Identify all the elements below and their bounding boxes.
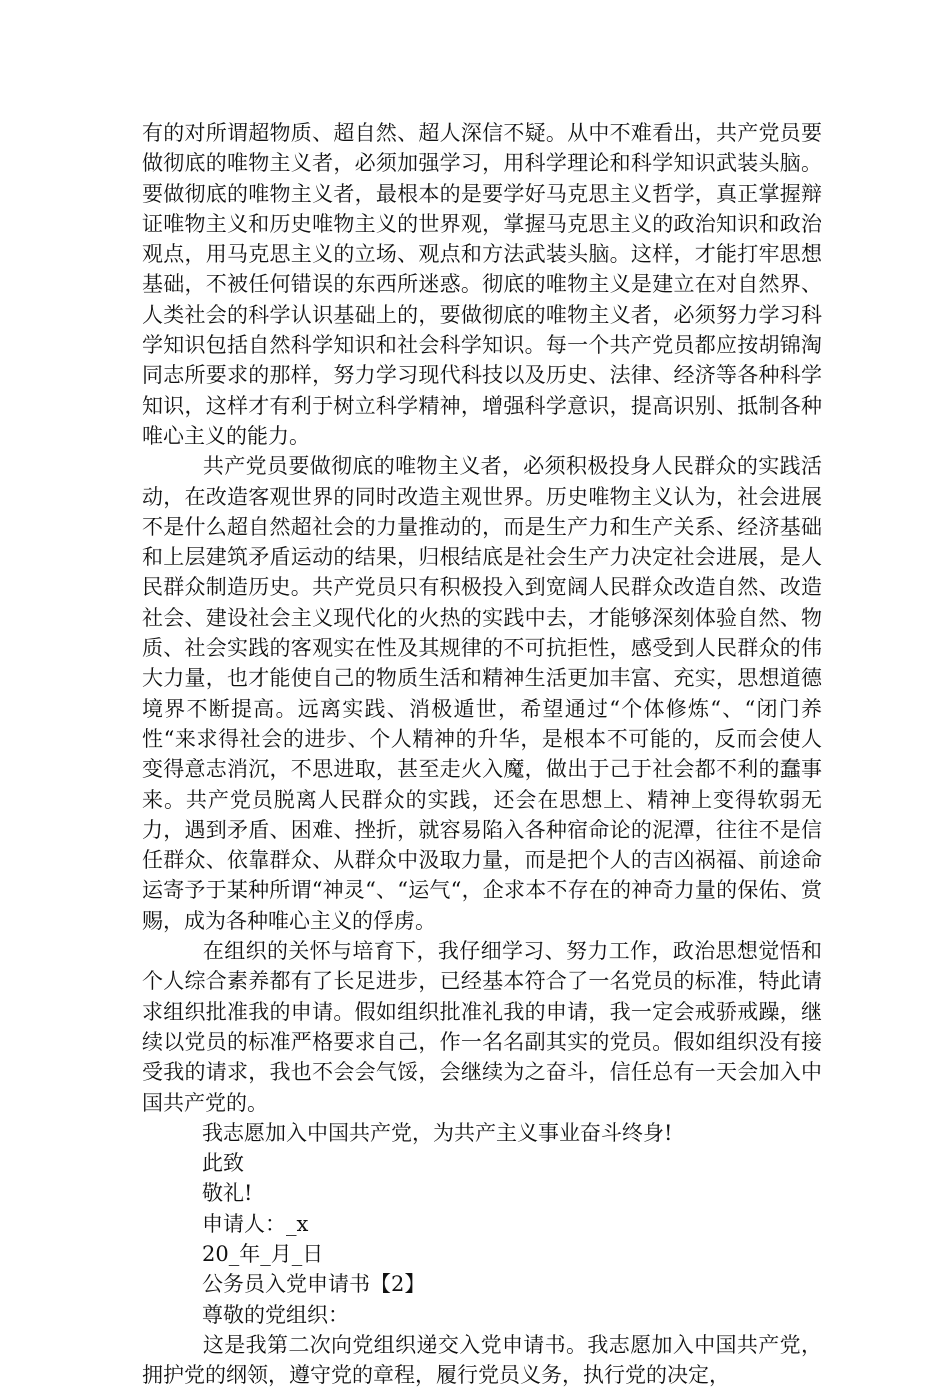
- paragraph-materialism-study: 有的对所谓超物质、超自然、超人深信不疑。从中不难看出，共产党员要做彻底的唯物主义者，必须加强学习，用科学理论和科学知识武装头脑。要做彻底的唯物主义者，最根本的是要学好马克思主义哲学，真正掌握辩证唯物主义和历史唯物主义的世界观，掌握马克思主义的政治知识和政治观点，用马克思主义的立场、观点和方法武装头脑。这样，才能打牢思想基础，不被任何错误的东西所迷惑。彻底的唯物主义是建立在对自然界、人类社会的科学认识基础上的，要做彻底的唯物主义者，必须努力学习科学知识包括自然科学知识和社会科学知识。每一个共产党员都应按胡锦淘同志所要求的那样，努力学习现代科技以及历史、法律、经济等各种科学知识，这样才有利于树立科学精神，增强科学意识，提高识别、抵制各种唯心主义的能力。: [142, 121, 822, 448]
- paragraph-application-request: 在组织的关怀与培育下，我仔细学习、努力工作，政治思想觉悟和个人综合素养都有了长足进步，已经基本符合了一名党员的标准，特此请求组织批准我的申请。假如组织批准礼我的申请，我一定会戒骄戒躁，继续以党员的标准严格要求自己，作一名名副其实的党员。假如组织没有接受我的请求，我也不会会气馁，会继续为之奋斗，信任总有一天会加入中国共产党的。: [142, 939, 822, 1115]
- applicant-line: 申请人：_x: [202, 1211, 309, 1236]
- document-page: [142, 118, 822, 1390]
- date-line: 20_年_月_日: [202, 1241, 324, 1266]
- section-title: 公务员入党申请书【2】: [202, 1272, 426, 1297]
- greeting-line: 尊敬的党组织：: [202, 1302, 349, 1327]
- paragraph-second-application: 这是我第二次向党组织递交入党申请书。我志愿加入中国共产党，拥护党的纲领，遵守党的章程，履行党员义务，执行党的决定，: [142, 1332, 822, 1388]
- salutation-line: 此致: [202, 1151, 244, 1176]
- pledge-line: 我志愿加入中国共产党，为共产主义事业奋斗终身!: [202, 1120, 673, 1145]
- paragraph-practice: 共产党员要做彻底的唯物主义者，必须积极投身人民群众的实践活动，在改造客观世界的同时改造主观世界。历史唯物主义认为，社会进展不是什么超自然超社会的力量推动的，而是生产力和生产关系、经济基础和上层建筑矛盾运动的结果，归根结底是社会生产力决定社会进展，是人民群众制造历史。共产党员只有积极投入到宽阔人民群众改造自然、改造社会、建设社会主义现代化的火热的实践中去，才能够深刻体验自然、物质、社会实践的客观实在性及其规律的不可抗拒性，感受到人民群众的伟大力量，也才能使自己的物质生活和精神生活更加丰富、充实，思想道德境界不断提高。远离实践、消极遁世，希望通过“个体修炼“、“闭门养性“来求得社会的进步、个人精神的升华，是根本不可能的，反而会使人变得意志消沉，不思进取，甚至走火入魔，做出于己于社会都不利的蠢事来。共产党员脱离人民群众的实践，还会在思想上、精神上变得软弱无力，遇到矛盾、困难、挫折，就容易陷入各种宿命论的泥潭，往往不是信任群众、依靠群众、从群众中汲取力量，而是把个人的吉凶祸福、前途命运寄予于某种所谓“神灵“、“运气“，企求本不存在的神奇力量的保佑、赏赐，成为各种唯心主义的俘虏。: [142, 454, 822, 933]
- regards-line: 敬礼!: [202, 1181, 253, 1206]
